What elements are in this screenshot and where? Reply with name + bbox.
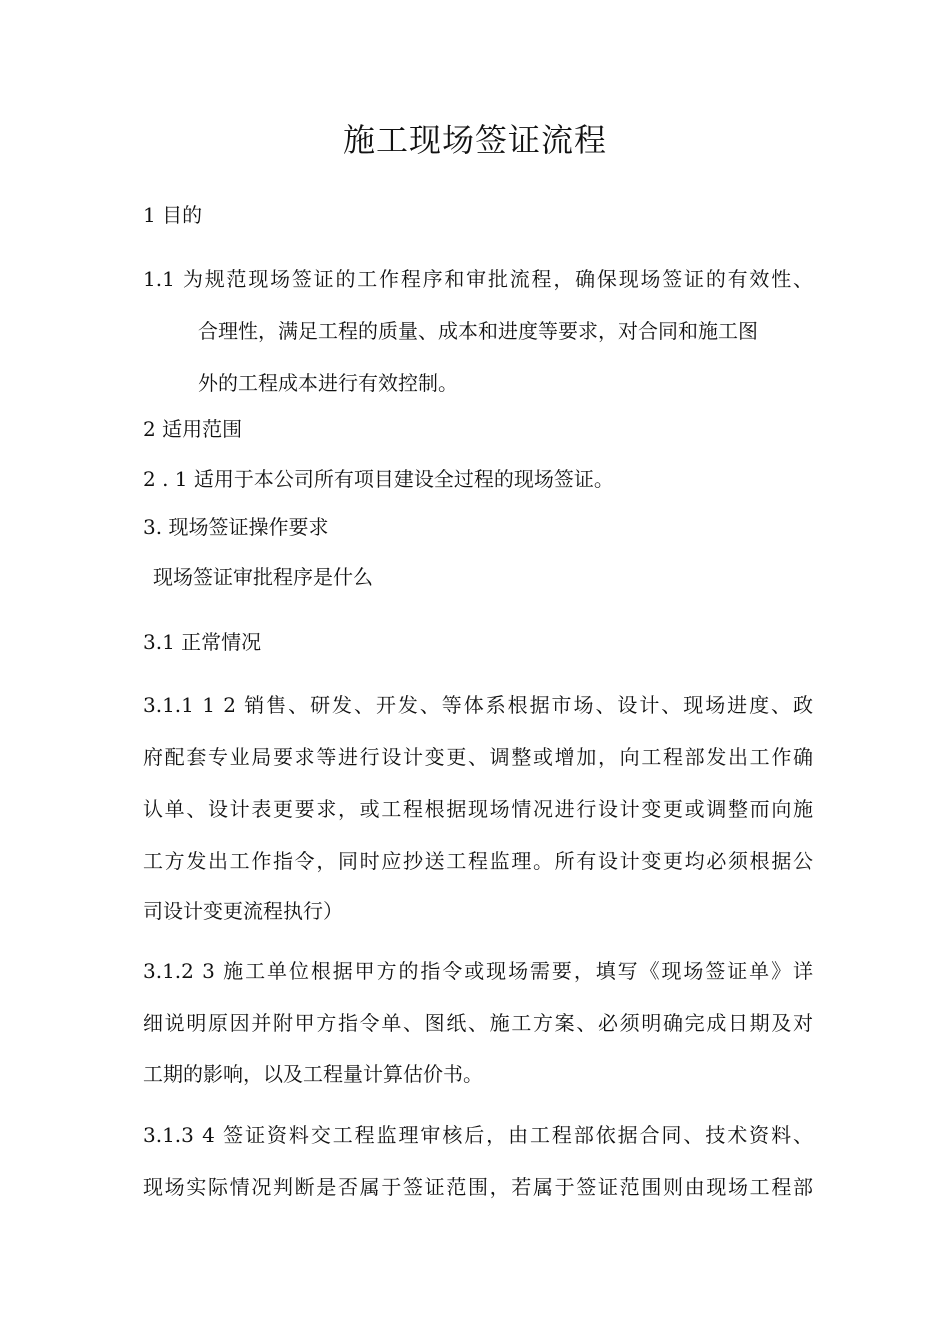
- heading-3-requirements: 3. 现场签证操作要求: [143, 515, 329, 539]
- paragraph-3-1-1-line-2: 府配套专业局要求等进行设计变更、调整或增加，向工程部发出工作确: [143, 745, 813, 769]
- paragraph-3-1-1-line-5: 司设计变更流程执行）: [143, 899, 343, 923]
- paragraph-1-1-line-1: 1.1 为规范现场签证的工作程序和审批流程，确保现场签证的有效性、: [143, 267, 813, 291]
- paragraph-3-1-2-line-1: 3.1.2 3 施工单位根据甲方的指令或现场需要，填写《现场签证单》详: [143, 959, 813, 983]
- paragraph-1-1-line-2: 合理性，满足工程的质量、成本和进度等要求，对合同和施工图: [198, 319, 758, 343]
- paragraph-3-1-2-line-2: 细说明原因并附甲方指令单、图纸、施工方案、必须明确完成日期及对: [143, 1011, 813, 1035]
- heading-3-1-normal: 3.1 正常情况: [143, 630, 262, 654]
- paragraph-3-1-2-line-3: 工期的影响，以及工程量计算估价书。: [143, 1062, 483, 1086]
- heading-2-scope: 2 适用范围: [143, 417, 243, 441]
- paragraph-3-1-3-line-1: 3.1.3 4 签证资料交工程监理审核后，由工程部依据合同、技术资料、: [143, 1123, 813, 1147]
- paragraph-3-1-1-line-4: 工方发出工作指令，同时应抄送工程监理。所有设计变更均必须根据公: [143, 849, 813, 873]
- paragraph-3-1-1-line-3: 认单、设计表更要求，或工程根据现场情况进行设计变更或调整而向施: [143, 797, 813, 821]
- document-title: 施工现场签证流程: [342, 121, 607, 159]
- paragraph-1-1-line-3: 外的工程成本进行有效控制。: [198, 371, 458, 395]
- paragraph-3-1-1-line-1: 3.1.1 1 2 销售、研发、开发、等体系根据市场、设计、现场进度、政: [143, 693, 813, 717]
- paragraph-3-1-3-line-2: 现场实际情况判断是否属于签证范围，若属于签证范围则由现场工程部: [143, 1175, 813, 1199]
- subheading-approval-procedure: 现场签证审批程序是什么: [153, 565, 373, 589]
- heading-1-purpose: 1 目的: [143, 203, 203, 227]
- paragraph-2-1: 2 . 1 适用于本公司所有项目建设全过程的现场签证。: [143, 467, 614, 491]
